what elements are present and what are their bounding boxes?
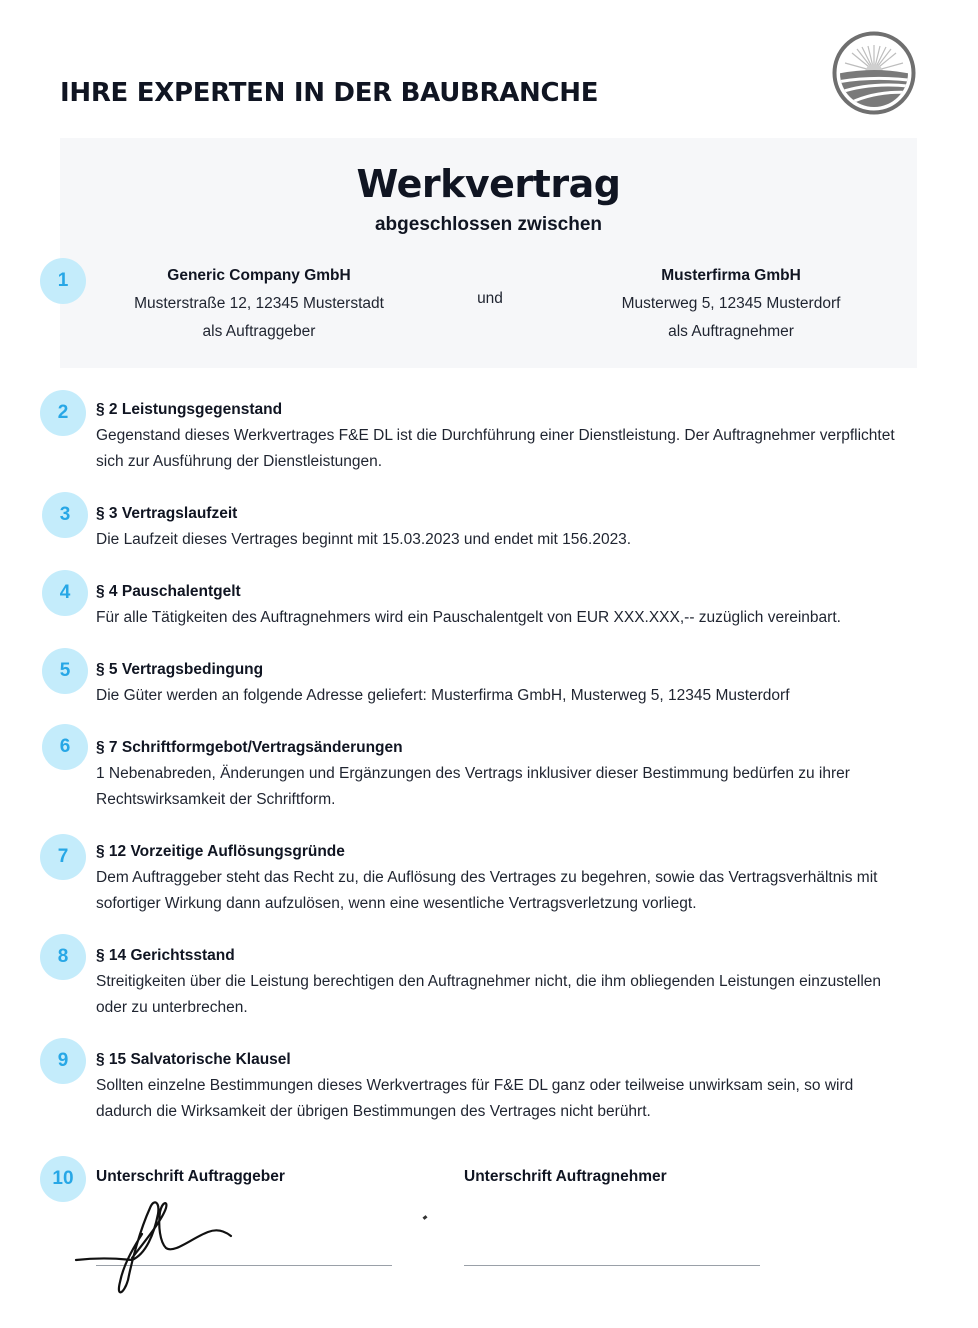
step-badge: 2 [40, 390, 86, 436]
section-aufloesungsgruende [96, 839, 906, 917]
document-title: Werkvertrag [356, 162, 621, 206]
section-salvatorische-klausel [96, 1047, 906, 1125]
section-text: Die Laufzeit dieses Vertrages beginnt mit 15.03.2023 und endet mit 156.2023. [96, 531, 632, 548]
section-heading: § 7 Schriftformgebot/Vertragsänderungen [96, 739, 403, 756]
step-badge: 5 [42, 648, 88, 694]
party-connector: und [477, 290, 503, 307]
contractor-address: Musterweg 5, 12345 Musterdorf [621, 295, 841, 312]
step-badge: 1 [40, 258, 86, 304]
client-signature-label: Unterschrift Auftraggeber [96, 1168, 285, 1185]
section-schriftformgebot [96, 735, 906, 813]
section-heading: § 3 Vertragslaufzeit [96, 505, 238, 522]
section-text: Streitigkeiten über die Leistung berechtigen den Auftragnehmer nicht, die ihm obliegenden Leistungen einzustellen oder zu unterbrechen. [96, 973, 882, 1016]
step-badge: 9 [40, 1038, 86, 1084]
contract-parties-panel [60, 138, 917, 368]
client-party [99, 262, 419, 346]
step-badge: 4 [42, 570, 88, 616]
client-handwritten-signature [74, 1194, 239, 1298]
section-heading: § 2 Leistungsgegenstand [96, 401, 283, 418]
contractor-signature-line [464, 1265, 760, 1266]
section-leistungsgegenstand [96, 397, 906, 475]
section-vertragslaufzeit [96, 501, 906, 553]
document-subtitle: abgeschlossen zwischen [374, 214, 603, 235]
step-badge: 3 [42, 492, 88, 538]
section-heading: § 14 Gerichtsstand [96, 947, 235, 964]
contractor-signature-label: Unterschrift Auftragnehmer [464, 1168, 667, 1185]
step-badge: 8 [40, 934, 86, 980]
header-title: IHRE EXPERTEN IN DER BAUBRANCHE [60, 78, 599, 108]
section-text: Für alle Tätigkeiten des Auftragnehmers wird ein Pauschalentgelt von EUR XXX.XXX,-- zuzüglich vereinbart. [96, 609, 841, 626]
section-text: 1 Nebenabreden, Änderungen und Ergänzungen des Vertrags inklusiver dieser Bestimmung bedürfen zu ihrer Rechtswirksamkeit der Schriftform. [96, 765, 850, 808]
step-badge: 6 [42, 724, 88, 770]
contractor-party [571, 262, 891, 346]
client-address: Musterstraße 12, 12345 Musterstadt [134, 295, 384, 312]
ink-mark [423, 1215, 428, 1220]
sun-field-logo-icon [832, 31, 916, 115]
step-badge: 7 [40, 834, 86, 880]
section-text: Dem Auftraggeber steht das Recht zu, die Auflösung des Vertrages zu begehren, sowie das Vertragsverhältnis mit sofortiger Wirkung dann aufzulösen, wenn eine wesentliche Vertragsverletzung vorliegt. [96, 869, 878, 912]
section-pauschalentgelt [96, 579, 906, 631]
section-vertragsbedingung [96, 657, 906, 709]
contractor-name: Musterfirma GmbH [661, 267, 801, 284]
contractor-role: als Auftragnehmer [668, 323, 794, 340]
section-heading: § 4 Pauschalentgelt [96, 583, 241, 600]
section-heading: § 5 Vertragsbedingung [96, 661, 264, 678]
section-text: Sollten einzelne Bestimmungen dieses Werkvertrages für F&E DL ganz oder teilweise unwirksam sein, so wird dadurch die Wirksamkeit der übrigen Bestimmungen des Vertrages nicht berührt. [96, 1077, 854, 1120]
section-gerichtsstand [96, 943, 906, 1021]
section-heading: § 15 Salvatorische Klausel [96, 1051, 291, 1068]
client-name: Generic Company GmbH [167, 267, 351, 284]
section-heading: § 12 Vorzeitige Auflösungsgründe [96, 843, 345, 860]
step-badge: 10 [40, 1156, 86, 1202]
section-text: Die Güter werden an folgende Adresse geliefert: Musterfirma GmbH, Musterweg 5, 12345 Musterdorf [96, 687, 790, 704]
client-role: als Auftraggeber [202, 323, 316, 340]
section-text: Gegenstand dieses Werkvertrages F&E DL ist die Durchführung einer Dienstleistung. Der Auftragnehmer verpflichtet sich zur Ausführung der Dienstleistungen. [96, 427, 895, 470]
